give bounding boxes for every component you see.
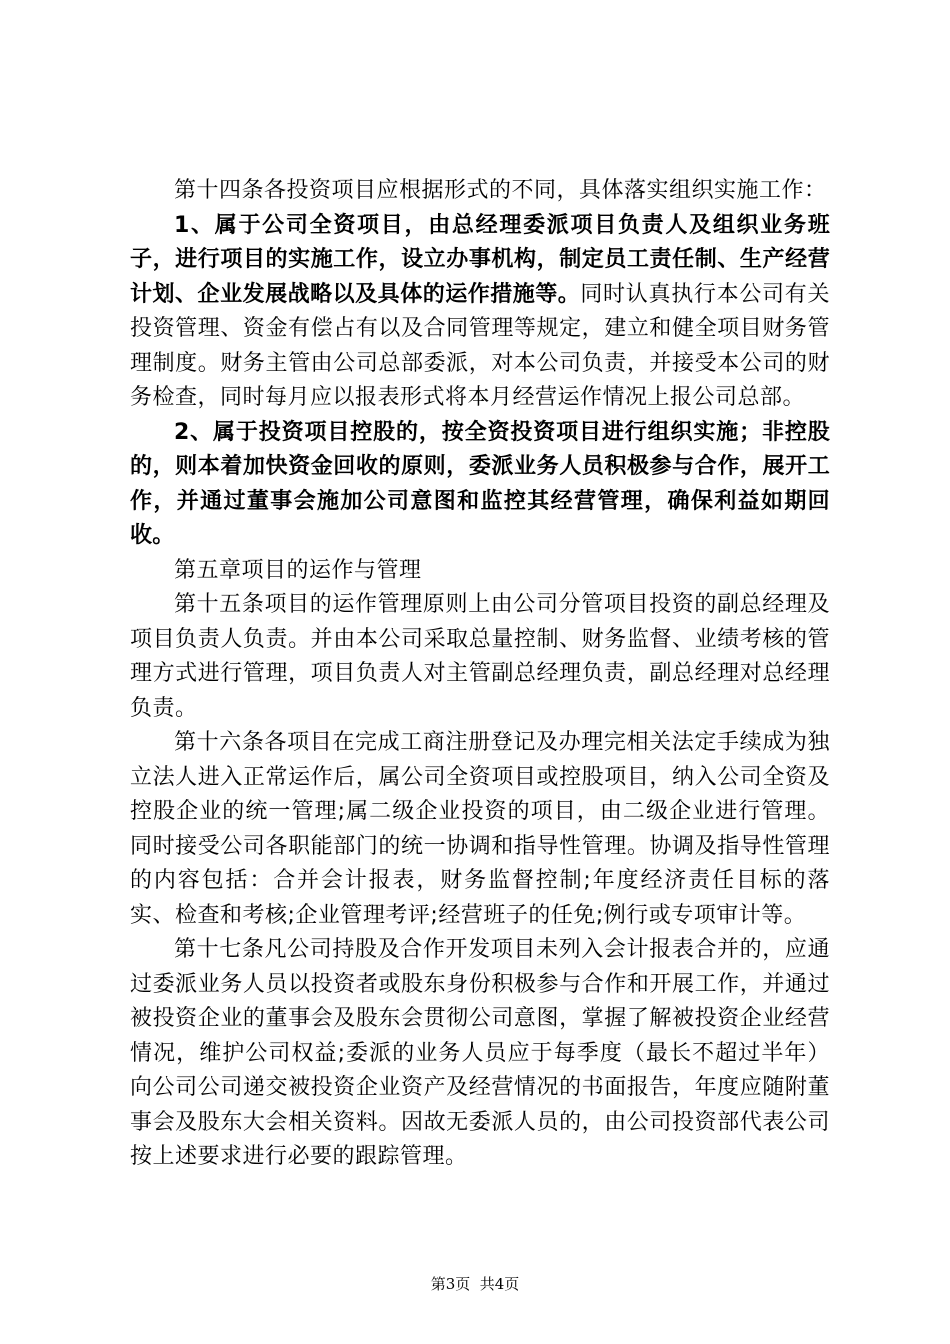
paragraph-article-17: 第十七条凡公司持股及合作开发项目未列入会计报表合并的，应通过委派业务人员以投资者或股东身份积极参与合作和开展工作，并通过被投资企业的董事会及股东会贯彻公司意图，掌握了解被投资企业经营情况，维护公司权益;委派的业务人员应于每季度（最长不超过半年）向公司公司递交被投资企业资产及经营情况的书面报告，年度应随附董事会及股东大会相关资料。因故无委派人员的，由公司投资部代表公司按上述要求进行必要的跟踪管理。: [130, 937, 830, 1169]
page-number: 第3页 共4页: [430, 1275, 520, 1293]
paragraph-article-14: 第十四条各投资项目应根据形式的不同，具体落实组织实施工作：: [174, 178, 827, 203]
page-footer: [0, 1274, 950, 1294]
document-body: [130, 174, 830, 1175]
paragraph-item-2: 2、属于投资项目控股的，按全资投资项目进行组织实施；非控股的，则本着加快资金回收的原则，委派业务人员积极参与合作，展开工作，并通过董事会施加公司意图和监控其经营管理，确保利益如期回收。: [130, 419, 830, 548]
chapter-heading: 第五章项目的运作与管理: [174, 557, 422, 583]
paragraph-item-1: [130, 209, 830, 416]
paragraph-item-1-bold: 1、属于公司全资项目，由总经理委派项目负责人及组织业务班子，进行项目的实施工作，设立办事机构，制定员工责任制、生产经营计划、企业发展战略以及具体的运作措施等。: [130, 212, 830, 307]
paragraph-article-15: 第十五条项目的运作管理原则上由公司分管项目投资的副总经理及项目负责人负责。并由本公司采取总量控制、财务监督、业绩考核的管理方式进行管理，项目负责人对主管副总经理负责，副总经理对总经理负责。: [130, 592, 830, 721]
paragraph-article-16: 第十六条各项目在完成工商注册登记及办理完相关法定手续成为独立法人进入正常运作后，属公司全资项目或控股项目，纳入公司全资及控股企业的统一管理;属二级企业投资的项目，由二级企业进行管理。同时接受公司各职能部门的统一协调和指导性管理。协调及指导性管理的内容包括：合并会计报表，财务监督控制;年度经济责任目标的落实、检查和考核;企业管理考评;经营班子的任免;例行或专项审计等。: [130, 730, 830, 928]
paragraph-item-1-rest: 同时认真执行本公司有关投资管理、资金有偿占有以及合同管理等规定，建立和健全项目财务管理制度。财务主管由公司总部委派，对本公司负责，并接受本公司的财务检查，同时每月应以报表形式将本月经营运作情况上报公司总部。: [130, 281, 830, 410]
